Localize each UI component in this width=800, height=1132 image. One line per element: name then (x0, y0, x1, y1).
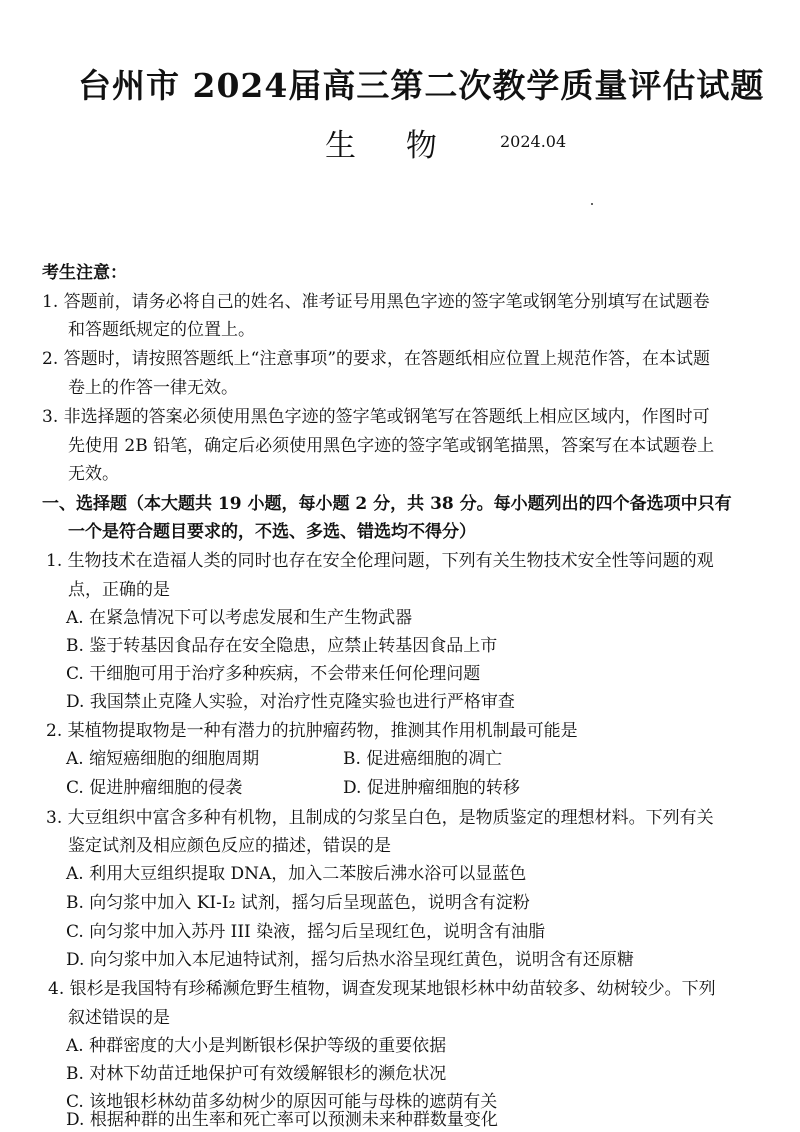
question-3-option-a: A. 利用大豆组织提取 DNA，加入二苯胺后沸水浴可以显蓝色 (66, 864, 527, 884)
notice-line: 2. 答题时，请按照答题纸上“注意事项”的要求，在答题纸相应位置上规范作答，在本试题 (42, 349, 711, 369)
scan-speck (591, 203, 593, 205)
question-1-option-a: A. 在紧急情况下可以考虑发展和生产生物武器 (66, 608, 413, 628)
question-1-option-b: B. 鉴于转基因食品存在安全隐患，应禁止转基因食品上市 (66, 636, 498, 656)
question-1-option-d: D. 我国禁止克隆人实验，对治疗性克隆实验也进行严格审查 (66, 692, 515, 712)
question-1-stem-cont: 点，正确的是 (68, 580, 170, 600)
question-3-option-b: B. 向匀浆中加入 KI-I₂ 试剂，摇匀后呈现蓝色，说明含有淀粉 (66, 893, 530, 913)
notice-line: 无效。 (68, 464, 119, 484)
notice-heading: 考生注意： (42, 263, 127, 283)
question-4-option-d: D. 根据种群的出生率和死亡率可以预测未来种群数量变化 (66, 1110, 498, 1130)
question-2-option-d: D. 促进肿瘤细胞的转移 (343, 778, 520, 798)
question-2-stem: 2. 某植物提取物是一种有潜力的抗肿瘤药物，推测其作用机制最可能是 (46, 721, 578, 741)
question-1-stem: 1. 生物技术在造福人类的同时也存在安全伦理问题，下列有关生物技术安全性等问题的观 (46, 551, 714, 571)
section-heading-cont: 一个是符合题目要求的，不选、多选、错选均不得分） (68, 522, 476, 542)
exam-title: 台州市 2024届高三第二次教学质量评估试题 (78, 66, 765, 105)
notice-line: 卷上的作答一律无效。 (68, 378, 238, 398)
notice-line: 和答题纸规定的位置上。 (68, 320, 255, 340)
question-3-option-d: D. 向匀浆中加入本尼迪特试剂，摇匀后热水浴呈现红黄色，说明含有还原糖 (66, 950, 634, 970)
question-4-stem: 4. 银杉是我国特有珍稀濒危野生植物，调查发现某地银杉林中幼苗较多、幼树较少。下列 (48, 979, 716, 999)
notice-line: 3. 非选择题的答案必须使用黑色字迹的签字笔或钢笔写在答题纸上相应区域内，作图时可 (42, 407, 710, 427)
question-3-stem-cont: 鉴定试剂及相应颜色反应的描述，错误的是 (68, 836, 391, 856)
question-2-option-b: B. 促进癌细胞的凋亡 (343, 749, 503, 769)
question-3-stem: 3. 大豆组织中富含多种有机物，且制成的匀浆呈白色，是物质鉴定的理想材料。下列有关 (46, 808, 714, 828)
question-4-option-b: B. 对林下幼苗迁地保护可有效缓解银杉的濒危状况 (66, 1064, 447, 1084)
question-2-option-c: C. 促进肿瘤细胞的侵袭 (66, 778, 243, 798)
question-4-option-c: C. 该地银杉林幼苗多幼树少的原因可能与母株的遮荫有关 (66, 1092, 498, 1112)
question-3-option-c: C. 向匀浆中加入苏丹 III 染液，摇匀后呈现红色，说明含有油脂 (66, 922, 546, 942)
section-heading: 一、选择题（本大题共 19 小题，每小题 2 分，共 38 分。每小题列出的四个备选项中只有 (42, 494, 732, 514)
notice-line: 先使用 2B 铅笔，确定后必须使用黑色字迹的签字笔或钢笔描黑，答案写在本试题卷上 (68, 436, 715, 456)
question-1-option-c: C. 干细胞可用于治疗多种疾病，不会带来任何伦理问题 (66, 664, 481, 684)
exam-date: 2024.04 (500, 132, 567, 151)
question-2-option-a: A. 缩短癌细胞的细胞周期 (66, 749, 260, 769)
notice-line: 1. 答题前，请务必将自己的姓名、准考证号用黑色字迹的签字笔或钢笔分别填写在试题卷 (42, 292, 710, 312)
subject-label: 生 物 (325, 128, 457, 164)
question-4-option-a: A. 种群密度的大小是判断银杉保护等级的重要依据 (66, 1036, 447, 1056)
question-4-stem-cont: 叙述错误的是 (68, 1008, 170, 1028)
